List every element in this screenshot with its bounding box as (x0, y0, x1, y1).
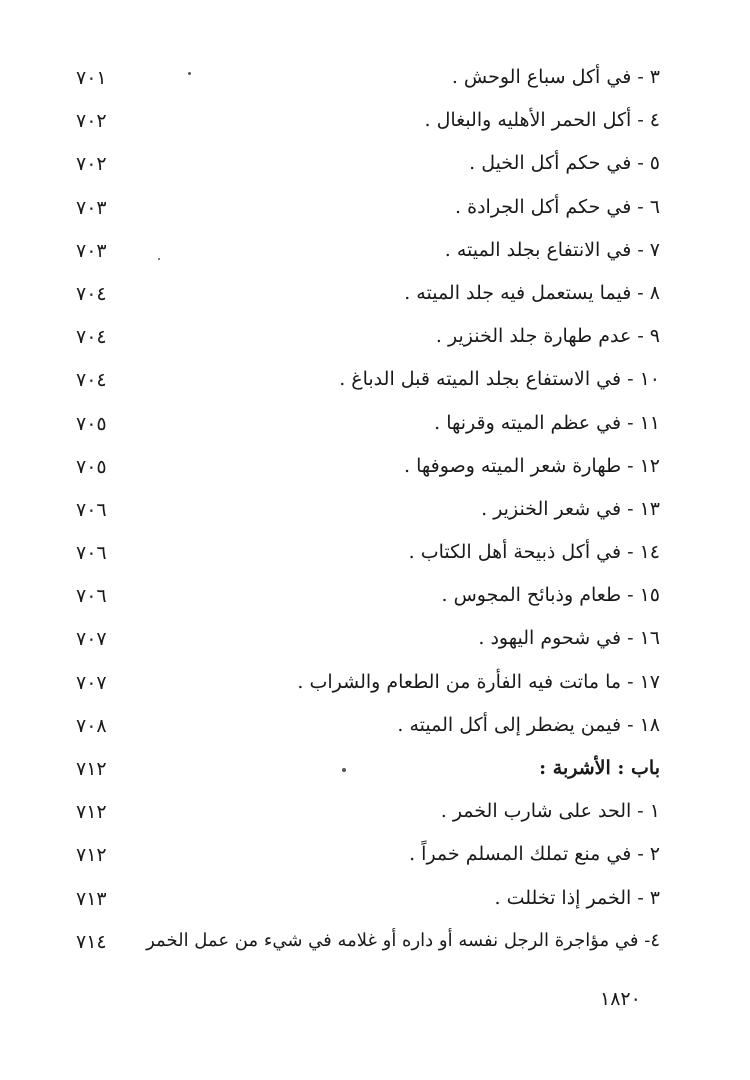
toc-row (70, 274, 660, 317)
table-of-contents (70, 58, 660, 965)
toc-row (70, 447, 660, 490)
toc-page-number: ٧٠٥ (76, 455, 107, 478)
toc-entry-title: ٣ - الخمر إذا تخللت . (494, 886, 660, 909)
toc-entry-title: ١٥ - طعام وذبائح المجوس . (441, 584, 660, 607)
toc-page-number: ٧٠٢ (76, 153, 107, 176)
toc-row (70, 533, 660, 576)
toc-row (70, 360, 660, 403)
toc-row (70, 490, 660, 533)
toc-row (70, 101, 660, 144)
toc-row (70, 835, 660, 878)
toc-row (70, 663, 660, 706)
toc-entry-title: ٦ - في حكم أكل الجرادة . (455, 195, 660, 218)
toc-page-number: ٧٠٦ (76, 498, 107, 521)
toc-row (70, 619, 660, 662)
toc-entry-title: ١٨ - فيمن يضطر إلى أكل الميته . (397, 713, 660, 736)
toc-entry-title: ١٣ - في شعر الخنزير . (481, 497, 660, 520)
toc-page-number: ٧٠١ (76, 67, 107, 89)
toc-entry-title: ١٤ - في أكل ذبيحة أهل الكتاب . (408, 541, 660, 564)
toc-row (70, 922, 660, 965)
toc-entry-title: ٨ - فيما يستعمل فيه جلد الميته . (404, 281, 660, 304)
toc-row (70, 144, 660, 187)
toc-page-number: ٧٠٤ (76, 369, 107, 392)
toc-page-number: ٧٠٨ (76, 714, 107, 737)
toc-entry-title: ١١ - في عظم الميته وقرنها . (434, 411, 660, 434)
toc-page-number: ٧٠٤ (76, 326, 107, 349)
toc-row (70, 188, 660, 231)
toc-section-heading: باب : الأشربة : (539, 757, 660, 779)
toc-page-number: ٧١٢ (76, 801, 107, 824)
toc-entry-title: ٧ - في الانتفاع بجلد الميته . (444, 238, 660, 261)
toc-page-number: ٧٠٣ (76, 239, 107, 262)
toc-page-number: ٧١٤ (76, 930, 107, 953)
page-folio-number: ١٨٢٠ (600, 988, 641, 1010)
toc-entry-title: ٤- في مؤاجرة الرجل نفسه أو داره أو غلامه في شيء من عمل الخمر (146, 929, 660, 951)
toc-row (70, 706, 660, 749)
toc-entry-title: ١٦ - في شحوم اليهود . (478, 627, 660, 650)
toc-row (70, 576, 660, 619)
toc-page-number: ٧٠٤ (76, 282, 107, 305)
toc-row (70, 317, 660, 360)
toc-entry-title: ١٠ - في الاستفاع بجلد الميته قبل الدباغ . (339, 368, 660, 391)
toc-page-number: ٧١٣ (76, 887, 107, 910)
toc-entry-title: ٥ - في حكم أكل الخيل . (469, 152, 660, 175)
toc-entry-title: ١٧ - ما ماتت فيه الفأرة من الطعام والشراب . (297, 670, 660, 693)
toc-page-number: ٧٠٥ (76, 412, 107, 435)
toc-page-number: ٧٠٢ (76, 110, 107, 133)
toc-row (70, 792, 660, 835)
toc-page-number: ٧٠٣ (76, 196, 107, 219)
toc-entry-title: ٩ - عدم طهارة جلد الخنزير . (435, 325, 660, 348)
toc-entry-title: ١٢ - طهارة شعر الميته وصوفها . (404, 454, 660, 477)
toc-entry-title: ٣ - في أكل سباع الوحش . (451, 66, 660, 88)
toc-page-number: ٧١٢ (76, 844, 107, 867)
toc-row (70, 879, 660, 922)
toc-page-number: ٧٠٦ (76, 542, 107, 565)
toc-row (70, 404, 660, 447)
toc-page-number: ٧٠٧ (76, 671, 107, 694)
toc-page-number: ٧١٢ (76, 758, 107, 780)
toc-page-number: ٧٠٦ (76, 585, 107, 608)
toc-page-number: ٧٠٧ (76, 628, 107, 651)
toc-entry-title: ٢ - في منع تملك المسلم خمراً . (409, 843, 660, 866)
toc-section-heading-row (70, 749, 660, 792)
toc-row (70, 231, 660, 274)
toc-entry-title: ١ - الحد على شارب الخمر . (440, 800, 660, 823)
toc-entry-title: ٤ - أكل الحمر الأهليه والبغال . (424, 109, 660, 132)
toc-row (70, 58, 660, 101)
